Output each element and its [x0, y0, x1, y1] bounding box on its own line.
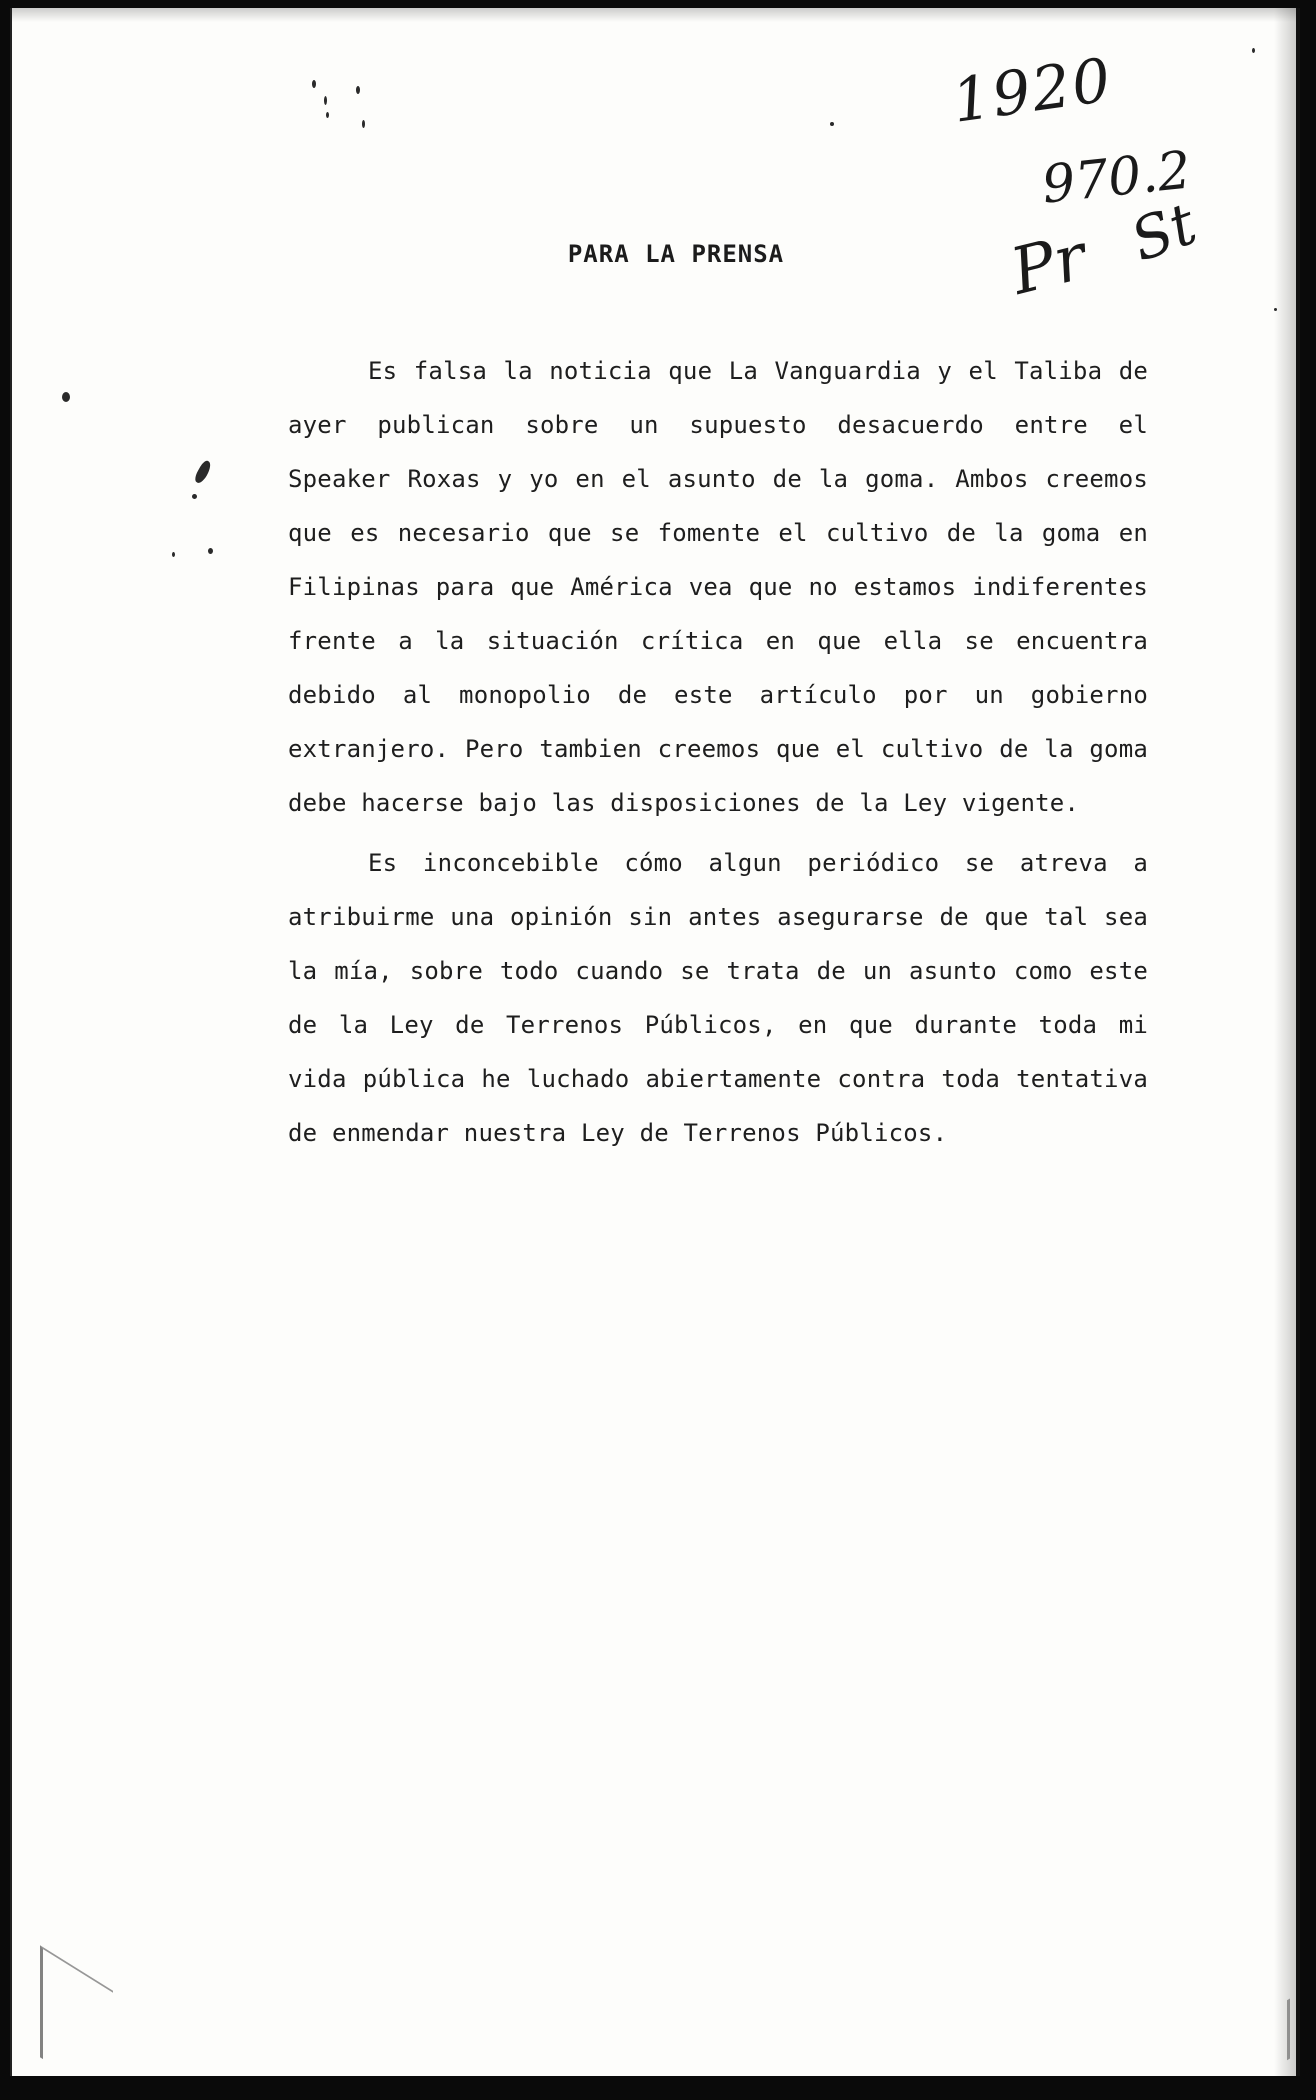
document-body [288, 344, 1148, 1160]
scan-speck [830, 122, 834, 126]
scan-speck [172, 552, 175, 557]
paragraph-1: Es falsa la noticia que La Vanguardia y el Taliba de ayer publican sobre un supuesto desacuerdo entre el Speaker Roxas y yo en el asunto de la goma. Ambos creemos que es necesario que se fomente el cultivo de la goma en Filipinas para que América vea que no estamos indiferentes frente a la situación crítica en que ella se encuentra debido al monopolio de este artículo por un gobierno extranjero. Pero tambien creemos que el cultivo de la goma debe hacerse bajo las disposiciones de la Ley vigente. [288, 357, 1148, 817]
scan-speck [356, 86, 360, 94]
page-corner-fold [40, 1945, 113, 2076]
scan-speck [312, 80, 316, 88]
scan-speck [192, 494, 197, 499]
handwritten-initials-annotation: Pr [1004, 220, 1094, 310]
scan-speck [362, 120, 365, 128]
scan-speck [324, 96, 327, 105]
scan-speck [208, 548, 213, 554]
document-heading: PARA LA PRENSA [567, 240, 785, 268]
paragraph-2: Es inconcebible cómo algun periódico se atreva a atribuirme una opinión sin antes asegurarse de que tal sea la mía, sobre todo cuando se trata de un asunto como este de la Ley de Terrenos Públicos, en que durante toda mi vida pública he luchado abiertamente contra toda tentativa de enmendar nuestra Ley de Terrenos Públicos. [288, 849, 1148, 1147]
page-edge-shadow [1274, 8, 1296, 2076]
handwritten-code-annotation: 970.2 [1039, 140, 1194, 216]
scan-speck [1274, 308, 1277, 311]
scan-speck [326, 112, 329, 118]
scan-speck [193, 459, 214, 485]
page-top-shadow [12, 8, 1296, 22]
scan-speck [62, 392, 70, 402]
scan-speck [1252, 48, 1255, 53]
handwritten-mark-annotation: St [1122, 189, 1205, 275]
handwritten-year-annotation: 1920 [947, 45, 1117, 137]
document-page [10, 8, 1300, 2076]
